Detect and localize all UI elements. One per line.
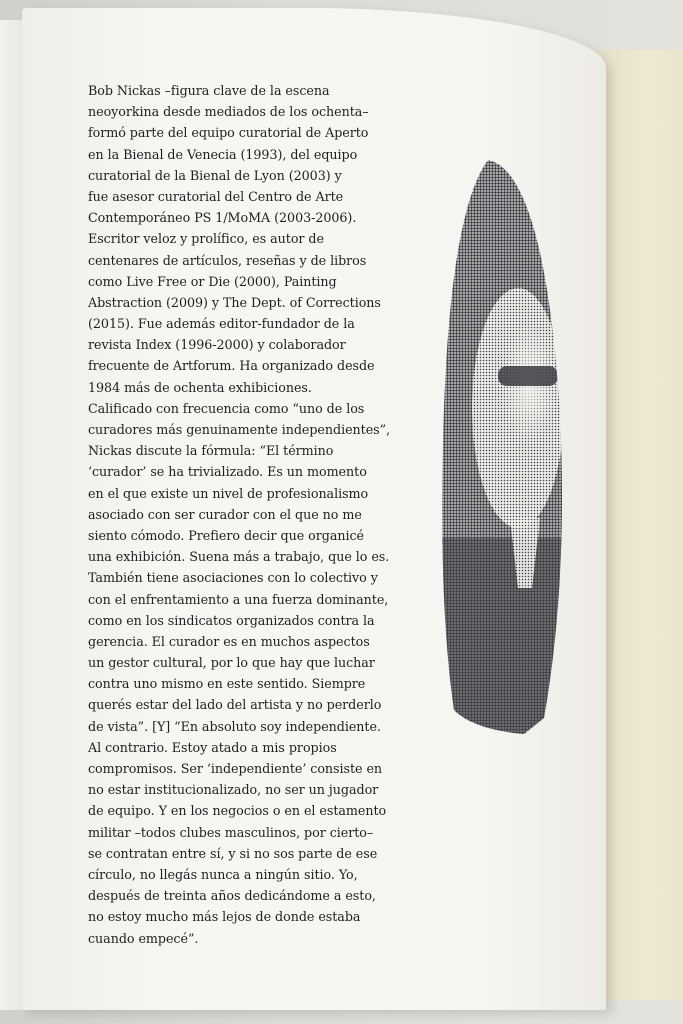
- text-line: una exhibición. Suena más a trabajo, que lo es.: [88, 549, 390, 565]
- book-endsheet: [598, 50, 683, 1000]
- text-line: Bob Nickas –figura clave de la escena: [88, 83, 330, 98]
- text-line: centenares de artículos, reseñas y de libros: [88, 252, 367, 268]
- text-line: después de treinta años dedicándome a esto,: [88, 888, 376, 904]
- text-line: curatorial de la Bienal de Lyon (2003) y: [88, 167, 342, 183]
- text-line: de equipo. Y en los negocios o en el estamento: [88, 803, 387, 819]
- text-line: contra uno mismo en este sentido. Siempre: [88, 676, 366, 692]
- text-line: militar –todos clubes masculinos, por cierto–: [88, 824, 374, 840]
- text-line: Escritor veloz y prolífico, es autor de: [88, 231, 324, 247]
- text-line: Nickas discute la fórmula: “El término: [88, 443, 334, 459]
- text-line: con el enfrentamiento a una fuerza dominante,: [88, 591, 389, 607]
- text-line: no estar institucionalizado, no ser un jugador: [88, 782, 379, 798]
- text-line: asociado con ser curador con el que no me: [88, 506, 362, 522]
- text-line: Al contrario. Estoy atado a mis propios: [88, 739, 337, 755]
- text-line: 1984 más de ochenta exhibiciones.: [88, 379, 312, 395]
- text-line: cuando empecé”.: [88, 930, 199, 946]
- text-line: gerencia. El curador es en muchos aspectos: [88, 633, 370, 649]
- text-line: ‘curador’ se ha trivializado. Es un momento: [88, 464, 367, 480]
- text-line: un gestor cultural, por lo que hay que luchar: [88, 655, 375, 671]
- text-line: neoyorkina desde mediados de los ochenta–: [88, 104, 369, 120]
- text-line: como Live Free or Die (2000), Painting: [88, 273, 337, 289]
- text-line: se contratan entre sí, y si no sos parte de ese: [88, 845, 378, 861]
- text-line: siento cómodo. Prefiero decir que organicé: [88, 527, 365, 543]
- text-line: También tiene asociaciones con lo colectivo y: [88, 570, 378, 586]
- text-line: fue asesor curatorial del Centro de Arte: [88, 188, 344, 204]
- left-page-edge: [0, 20, 23, 1010]
- text-line: (2015). Fue además editor-fundador de la: [88, 316, 355, 332]
- halftone-portrait-image: [440, 158, 566, 736]
- text-line: revista Index (1996-2000) y colaborador: [88, 337, 346, 353]
- text-line: no estoy mucho más lejos de donde estaba: [88, 909, 361, 925]
- text-line: Abstraction (2009) y The Dept. of Corrections: [88, 294, 381, 310]
- text-line: de vista”. [Y] “En absoluto soy independiente.: [88, 718, 381, 734]
- text-line: frecuente de Artforum. Ha organizado desde: [88, 358, 375, 374]
- text-line: en el que existe un nivel de profesionalismo: [88, 485, 369, 501]
- text-line: querés estar del lado del artista y no perderlo: [88, 697, 382, 713]
- text-line: como en los sindicatos organizados contra la: [88, 612, 375, 628]
- text-line: Contemporáneo PS 1/MoMA (2003-2006).: [88, 210, 357, 226]
- text-line: curadores más genuinamente independientes”,: [88, 422, 391, 437]
- text-line: en la Bienal de Venecia (1993), del equipo: [88, 146, 358, 162]
- text-line: compromisos. Ser ‘independiente’ consiste en: [88, 761, 383, 776]
- text-line: formó parte del equipo curatorial de Aperto: [88, 125, 369, 141]
- text-line: Calificado con frecuencia como “uno de los: [88, 400, 365, 416]
- body-text: [88, 80, 398, 949]
- text-line: círculo, no llegás nunca a ningún sitio. Yo,: [88, 866, 358, 882]
